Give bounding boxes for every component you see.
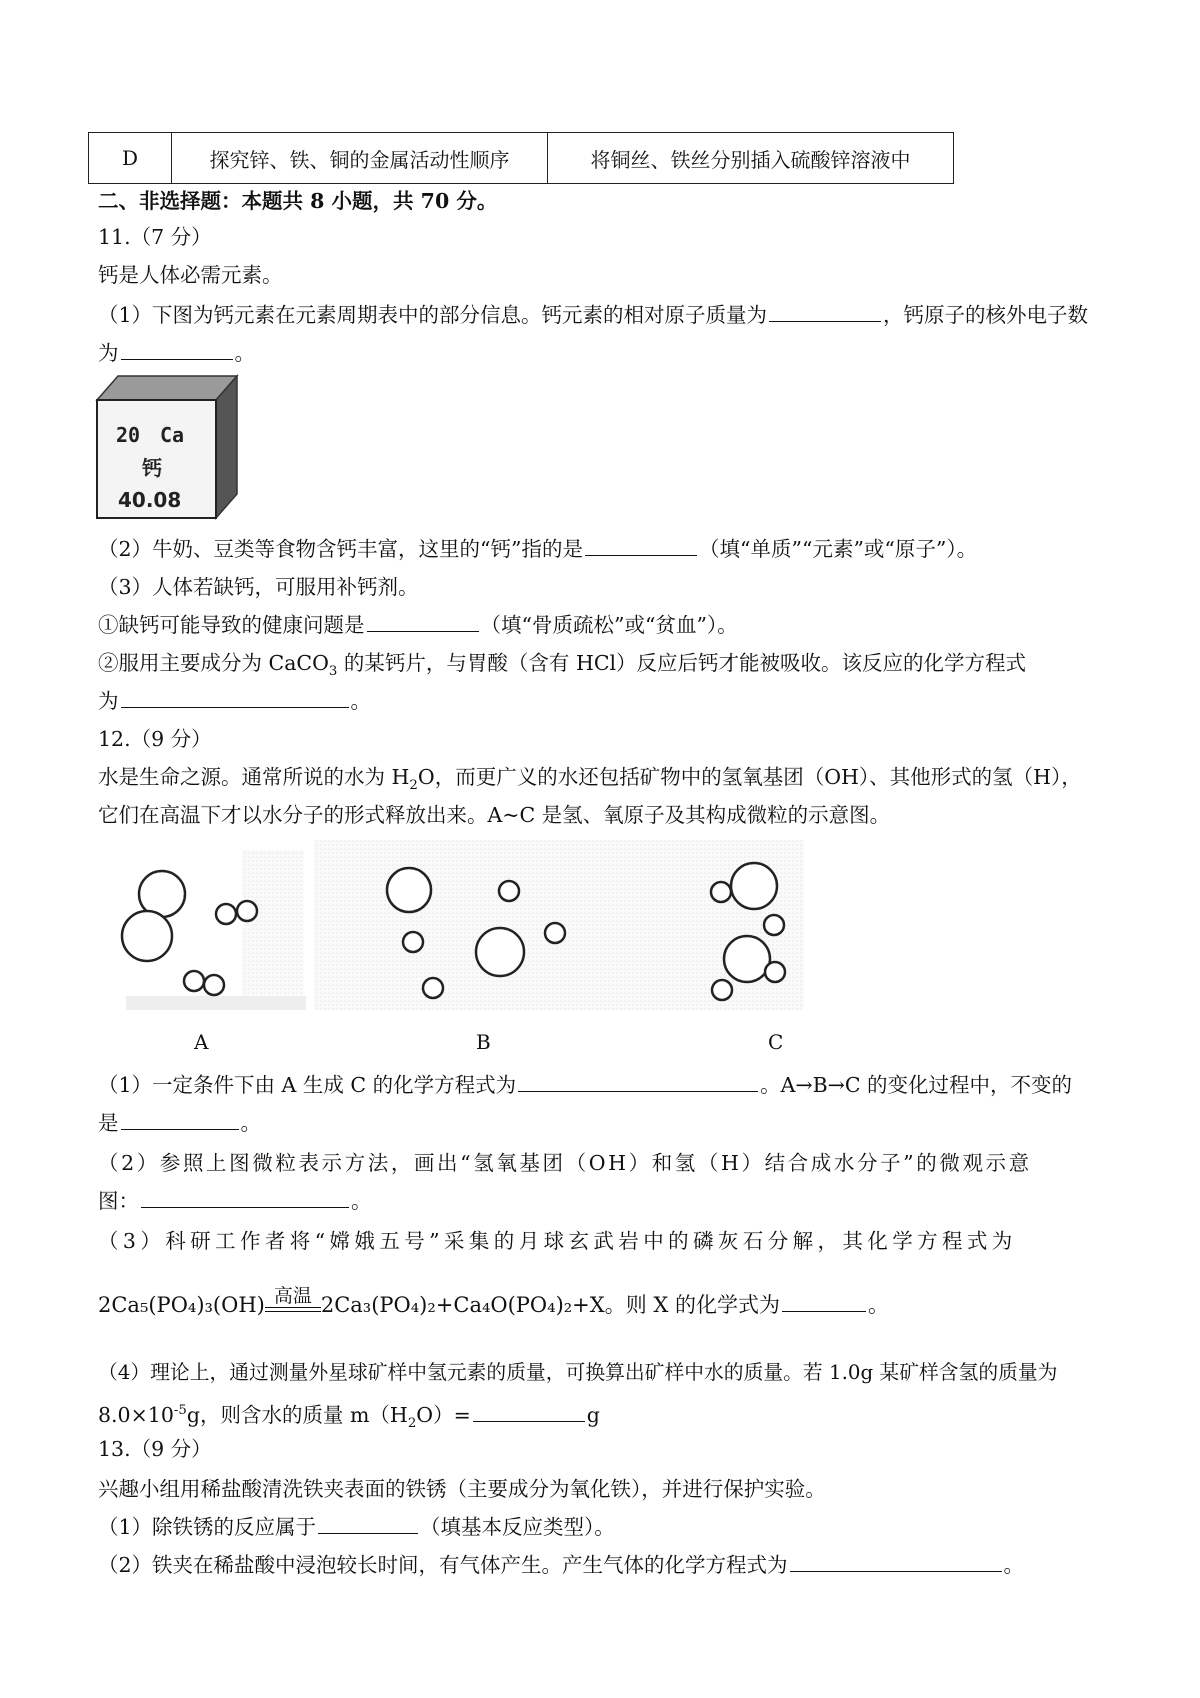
particle-diagram bbox=[104, 840, 804, 1016]
q12-intro-cont: 它们在高温下才以水分子的形式释放出来。A~C 是氢、氧原子及其构成微粒的示意图。 bbox=[98, 803, 891, 827]
q12-intro: 水是生命之源。通常所说的水为 $H_2O$，而更广义的水还包括矿物中的氢氧基团（OH）、其他形式的氢（H）， bbox=[98, 765, 1082, 794]
q12-part1-cont: 是 。 bbox=[98, 1111, 261, 1135]
q11-heading: 11.（7 分） bbox=[98, 225, 212, 249]
q11-part3-2-cont: 为 。 bbox=[98, 689, 371, 713]
answer-blank[interactable] bbox=[121, 689, 349, 708]
q11-part1: （1）下图为钙元素在元素周期表中的部分信息。钙元素的相对原子质量为 ，钙原子的核外电子数 bbox=[98, 303, 1089, 327]
equation-left: 2Ca₅(PO₄)₃(OH) bbox=[98, 1293, 265, 1317]
q12-part2: （2）参照上图微粒表示方法，画出“氢氧基团（OH）和氢（H）结合成水分子”的微观示意 bbox=[98, 1151, 1032, 1175]
q11-intro: 钙是人体必需元素。 bbox=[98, 263, 283, 287]
equation-right: 2Ca₃(PO₄)₂+Ca₄O(PO₄)₂+X bbox=[320, 1293, 605, 1317]
q12-equation: 2Ca₅(PO₄)₃(OH) 高温 2Ca₃(PO₄)₂+Ca₄O(PO₄)₂+X。则 X 的化学式为 。 bbox=[98, 1290, 1120, 1320]
table-row bbox=[89, 133, 954, 184]
section-heading: 二、非选择题：本题共 8 小题，共 70 分。 bbox=[98, 189, 498, 213]
answer-blank[interactable] bbox=[585, 537, 697, 556]
q12-part4: （4）理论上，通过测量外星球矿样中氢元素的质量，可换算出矿样中水的质量。若 1.0g 某矿样含氢的质量为 bbox=[98, 1361, 1058, 1384]
element-name: 钙 bbox=[142, 456, 162, 480]
diagram-label-a: A bbox=[194, 1030, 209, 1054]
q11-part2: （2）牛奶、豆类等食物含钙丰富，这里的“钙”指的是 （填“单质”“元素”或“原子”）。 bbox=[98, 537, 978, 561]
q11-part3: （3）人体若缺钙，可服用补钙剂。 bbox=[98, 575, 419, 599]
atomic-mass: 40.08 bbox=[118, 488, 182, 512]
q12-part2-cont: 图： 。 bbox=[98, 1189, 372, 1213]
element-symbol: Ca bbox=[160, 423, 185, 447]
answer-blank[interactable] bbox=[121, 341, 233, 360]
calcium-element-cell bbox=[94, 372, 244, 522]
atomic-number: 20 bbox=[116, 423, 141, 447]
diagram-label-b: B bbox=[476, 1030, 491, 1054]
q11-part1-cont: 为 。 bbox=[98, 341, 255, 365]
q12-heading: 12.（9 分） bbox=[98, 727, 212, 751]
answer-blank[interactable] bbox=[473, 1403, 585, 1422]
diagram-a bbox=[122, 871, 257, 995]
answer-blank[interactable] bbox=[518, 1073, 758, 1092]
q12-part4-cont: $8.0\times 10^{-5}g$，则含水的质量 $m(H_2O)= g$ bbox=[98, 1402, 600, 1431]
equation-arrow bbox=[265, 1285, 321, 1312]
q13-part1: （1）除铁锈的反应属于 （填基本反应类型）。 bbox=[98, 1515, 615, 1539]
answer-blank[interactable] bbox=[318, 1515, 418, 1534]
answer-blank[interactable] bbox=[790, 1553, 1002, 1572]
comparison-table bbox=[88, 132, 954, 184]
table-cell: 探究锌、铁、铜的金属活动性顺序 bbox=[172, 133, 548, 184]
equation-condition: 高温 bbox=[273, 1285, 312, 1307]
q12-part1: （1）一定条件下由 A 生成 C 的化学方程式为 。A→B→C 的变化过程中，不变的 bbox=[98, 1073, 1073, 1097]
answer-blank[interactable] bbox=[782, 1293, 866, 1312]
q11-part3-1: ①缺钙可能导致的健康问题是 （填“骨质疏松”或“贫血”）。 bbox=[98, 613, 738, 637]
diagram-label-c: C bbox=[768, 1030, 784, 1054]
q12-part3: （3）科研工作者将“嫦娥五号”采集的月球玄武岩中的磷灰石分解，其化学方程式为 bbox=[98, 1229, 1017, 1253]
q13-part2: （2）铁夹在稀盐酸中浸泡较长时间，有气体产生。产生气体的化学方程式为 。 bbox=[98, 1553, 1025, 1577]
answer-blank[interactable] bbox=[121, 1111, 239, 1130]
q13-heading: 13.（9 分） bbox=[98, 1437, 212, 1461]
answer-blank[interactable] bbox=[367, 613, 479, 632]
q13-intro: 兴趣小组用稀盐酸清洗铁夹表面的铁锈（主要成分为氧化铁），并进行保护实验。 bbox=[98, 1477, 826, 1501]
q11-part3-2: ②服用主要成分为 CaCO$_3$ 的某钙片，与胃酸（含有 HCl）反应后钙才能被吸收。该反应的化学方程式 bbox=[98, 651, 1027, 680]
answer-blank[interactable] bbox=[769, 303, 881, 322]
table-cell: 将铜丝、铁丝分别插入硫酸锌溶液中 bbox=[548, 133, 954, 184]
answer-blank[interactable] bbox=[141, 1189, 349, 1208]
table-cell: D bbox=[89, 133, 172, 184]
